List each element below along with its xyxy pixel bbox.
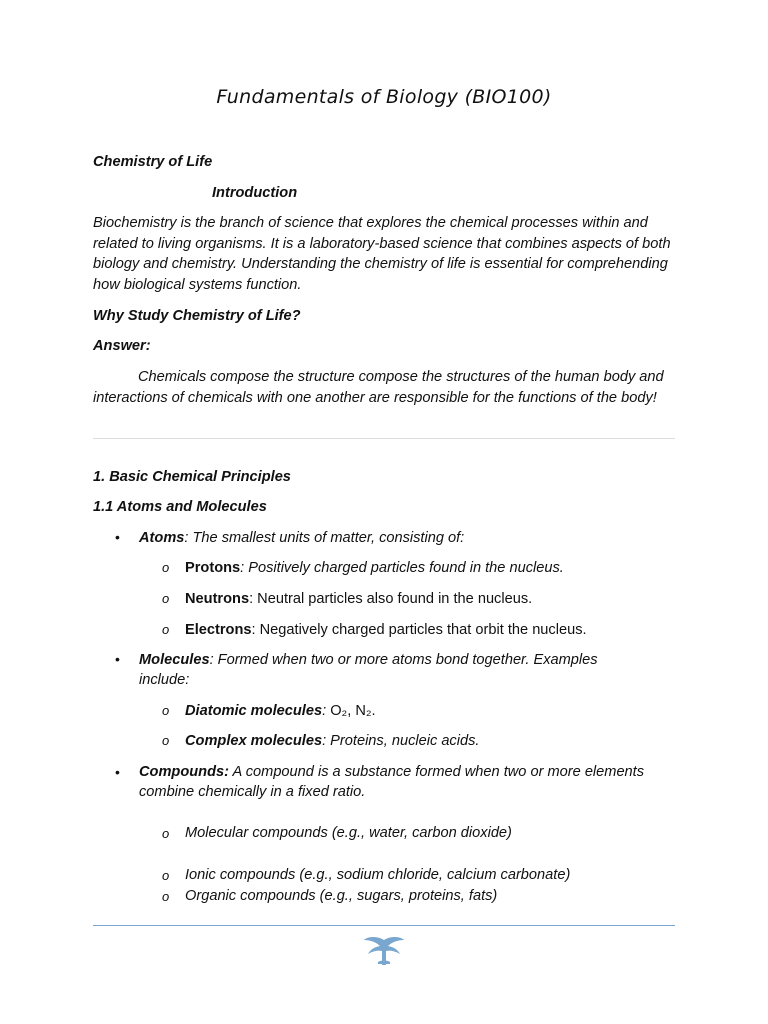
desc-compounds-cont: combine chemically in a fixed ratio. — [139, 784, 366, 800]
desc-protons: : Positively charged particles found in the nucleus. — [240, 560, 564, 576]
desc-molecules-cont: include: — [139, 672, 190, 688]
sub-marker: o — [162, 826, 170, 841]
sub-marker: o — [162, 868, 170, 883]
fleur-ornament-icon — [362, 934, 406, 968]
section-divider — [93, 438, 675, 439]
term-complex: Complex molecules — [185, 733, 323, 749]
sub-marker: o — [162, 622, 170, 637]
term-compounds: Compounds: — [139, 764, 229, 780]
question-heading: Why Study Chemistry of Life? — [93, 308, 301, 324]
list-item-organic-compounds: Organic compounds (e.g., sugars, proteins, fats) — [185, 888, 498, 904]
list-item-diatomic — [185, 701, 376, 722]
desc-compounds: A compound is a substance formed when two or more elements — [228, 764, 645, 780]
bullet-marker: • — [115, 529, 120, 545]
bullet-marker: • — [115, 651, 120, 667]
list-item-ionic-compounds: Ionic compounds (e.g., sodium chloride, calcium carbonate) — [185, 867, 571, 883]
list-item-protons — [185, 558, 564, 579]
desc-complex: : Proteins, nucleic acids. — [322, 733, 480, 749]
intro-paragraph: Biochemistry is the branch of science that explores the chemical processes within and related to living organisms. It is a laboratory-based science that combines aspects of both biology and chemistry. Understanding the chemistry of life is essential for comprehending how biological systems function. — [93, 215, 671, 293]
sub-marker: o — [162, 889, 170, 904]
chapter-heading: Chemistry of Life — [93, 154, 213, 170]
sub-marker: o — [162, 703, 170, 718]
list-item-complex — [185, 731, 479, 752]
answer-label: Answer: — [93, 338, 151, 354]
value-diatomic: O₂, N₂. — [330, 703, 376, 719]
intro-heading: Introduction — [212, 185, 298, 201]
sub-marker: o — [162, 560, 170, 575]
bullet-marker: • — [115, 764, 120, 780]
list-item-molecular-compounds: Molecular compounds (e.g., water, carbon dioxide) — [185, 825, 512, 841]
list-item-neutrons — [185, 589, 532, 610]
term-protons: Protons — [185, 560, 241, 576]
list-item-atoms — [139, 528, 464, 549]
answer-text: Chemicals compose the structure compose the structures of the human body and interactions of chemicals with one another are responsible for the functions of the body! — [93, 369, 664, 406]
document-title: Fundamentals of Biology (BIO100) — [216, 86, 552, 108]
sub-marker: o — [162, 591, 170, 606]
desc-electrons: : Negatively charged particles that orbit the nucleus. — [251, 622, 587, 638]
section-heading: 1. Basic Chemical Principles — [93, 469, 291, 485]
term-neutrons: Neutrons — [185, 591, 250, 607]
sub-marker: o — [162, 733, 170, 748]
term-diatomic: Diatomic molecules — [185, 703, 323, 719]
desc-atoms: : The smallest units of matter, consisting of: — [184, 530, 465, 546]
list-item-electrons — [185, 620, 587, 641]
desc-molecules: : Formed when two or more atoms bond together. Examples — [209, 652, 598, 668]
footer-divider — [93, 925, 675, 926]
term-atoms: Atoms — [139, 530, 185, 546]
term-molecules: Molecules — [139, 652, 210, 668]
term-electrons: Electrons — [185, 622, 252, 638]
desc-diatomic: : — [322, 703, 331, 719]
subsection-heading: 1.1 Atoms and Molecules — [93, 499, 267, 515]
list-item-molecules — [139, 650, 598, 671]
list-item-compounds — [139, 762, 644, 783]
desc-neutrons: : Neutral particles also found in the nucleus. — [249, 591, 533, 607]
